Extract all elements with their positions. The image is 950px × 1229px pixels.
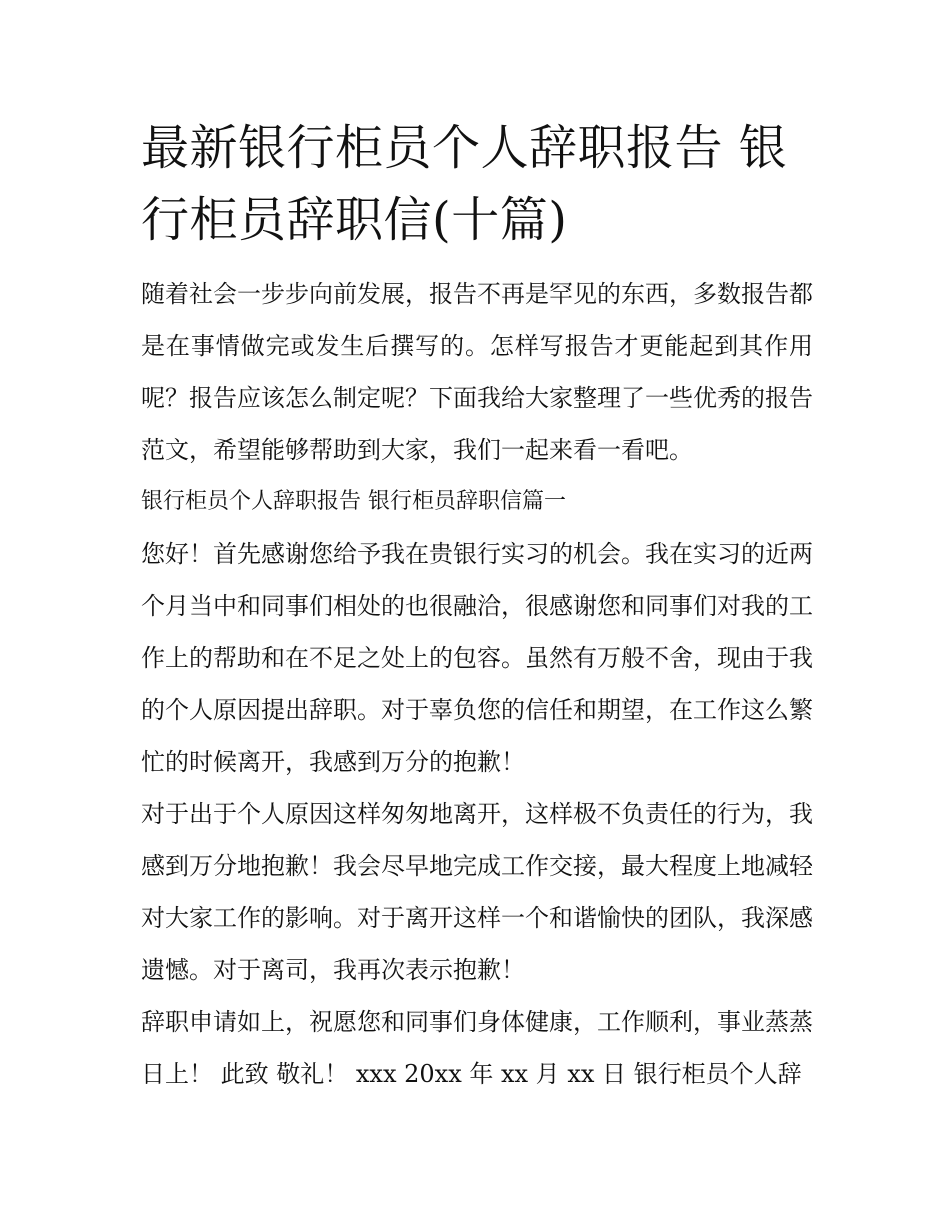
intro-paragraph: 随着社会一步步向前发展，报告不再是罕见的东西，多数报告都是在事情做完或发生后撰写的。怎样写报告才更能起到其作用呢？报告应该怎么制定呢？下面我给大家整理了一些优秀的报告范文，希望能够帮助到大家，我们一起来看一看吧。 — [141, 280, 813, 464]
body-paragraph-1: 您好！首先感谢您给予我在贵银行实习的机会。我在实习的近两个月当中和同事们相处的也很融洽，很感谢您和同事们对我的工作上的帮助和在不足之处上的包容。虽然有万般不舍，现由于我的个人原因提出辞职。对于辜负您的信任和期望，在工作这么繁忙的时候离开，我感到万分的抱歉！ — [141, 540, 813, 776]
document-title: 最新银行柜员个人辞职报告 银行柜员辞职信(十篇) — [141, 120, 788, 248]
body-paragraph-2: 对于出于个人原因这样匆匆地离开，这样极不负责任的行为，我感到万分地抱歉！我会尽早地完成工作交接，最大程度上地减轻对大家工作的影响。对于离开这样一个和谐愉快的团队，我深感遗憾。对于离司，我再次表示抱歉！ — [141, 800, 813, 984]
document-body — [141, 112, 813, 1100]
section-heading: 银行柜员个人辞职报告 银行柜员辞职信篇一 — [141, 489, 566, 514]
body-paragraph-3: 辞职申请如上，祝愿您和同事们身体健康，工作顺利，事业蒸蒸日上！ 此致 敬礼！ xxx 20xx 年 xx 月 xx 日 银行柜员个人辞 — [141, 1008, 813, 1088]
